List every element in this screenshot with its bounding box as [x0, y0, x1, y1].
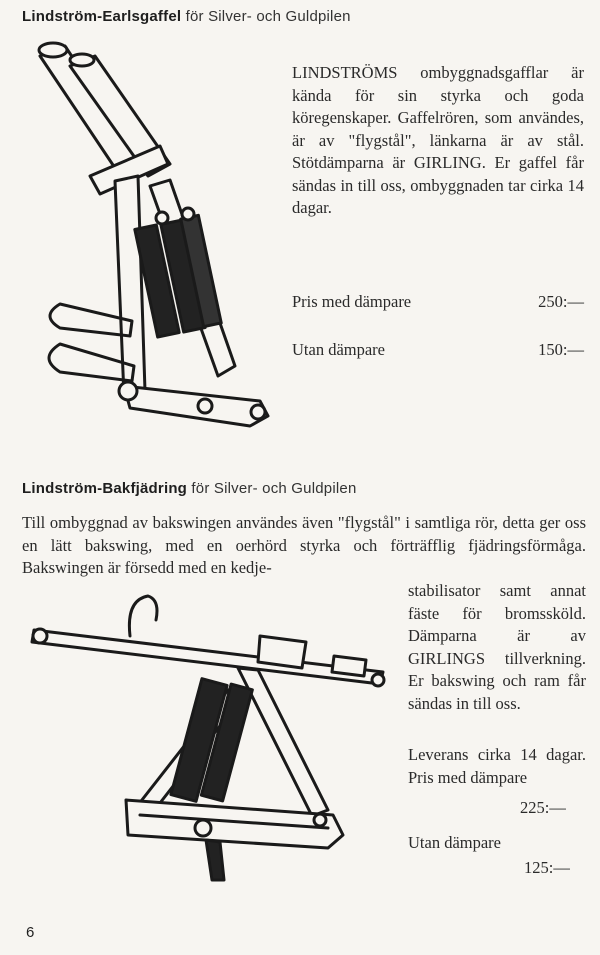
swing-heading [22, 480, 357, 497]
page-number: 6 [26, 924, 35, 941]
swing-price-with-amount: 225:— [520, 798, 566, 817]
swing-price-without-amount: 125:— [524, 858, 570, 877]
fork-price-without-label: Utan dämpare [292, 340, 385, 359]
fork-price-without-amount: 150:— [538, 340, 584, 359]
earls-fork-illustration [20, 36, 280, 441]
swing-title-bold: Lindström-Bakfjädring [22, 480, 188, 497]
fork-title-rest: för Silver- och Guldpilen [181, 8, 351, 25]
fork-heading [22, 8, 351, 25]
swing-description-continued: stabilisator samt annat fäste för bromssköld. Dämparna är av GIRLINGS tillverkning. Er bakswing och ram får sändas in till oss. [408, 581, 586, 713]
fork-title-bold: Lindström-Earlsgaffel [22, 8, 182, 25]
rear-swing-illustration [28, 590, 390, 890]
fork-price-with-label: Pris med dämpare [292, 292, 412, 311]
fork-description: LINDSTRÖMS ombyggnadsgafflar är kända för sin styrka och goda köregenskaper. Gaffelrören, som användes, är av "flygstål", länkarna är av stål. Stötdämparna är GIRLING. Er gaffel får sändas in till oss, ombyggnaden tar cirka 14 dagar. [292, 63, 584, 217]
swing-price-without-label: Utan dämpare [408, 833, 501, 852]
swing-description: Till ombyggnad av bakswingen användes även "flygstål" i samtliga rör, detta ger oss en lätt bakswing, med en oerhörd styrka och förträfflig fjädringsförmåga. Bakswingen är försedd med en kedje- [22, 513, 586, 577]
fork-price-without-dampers [292, 340, 584, 360]
swing-delivery-text: Leverans cirka 14 dagar. Pris med dämpare [408, 745, 586, 787]
swing-title-rest: för Silver- och Guldpilen [187, 480, 357, 497]
fork-price-with-dampers [292, 292, 584, 312]
fork-price-with-amount: 250:— [538, 292, 584, 311]
